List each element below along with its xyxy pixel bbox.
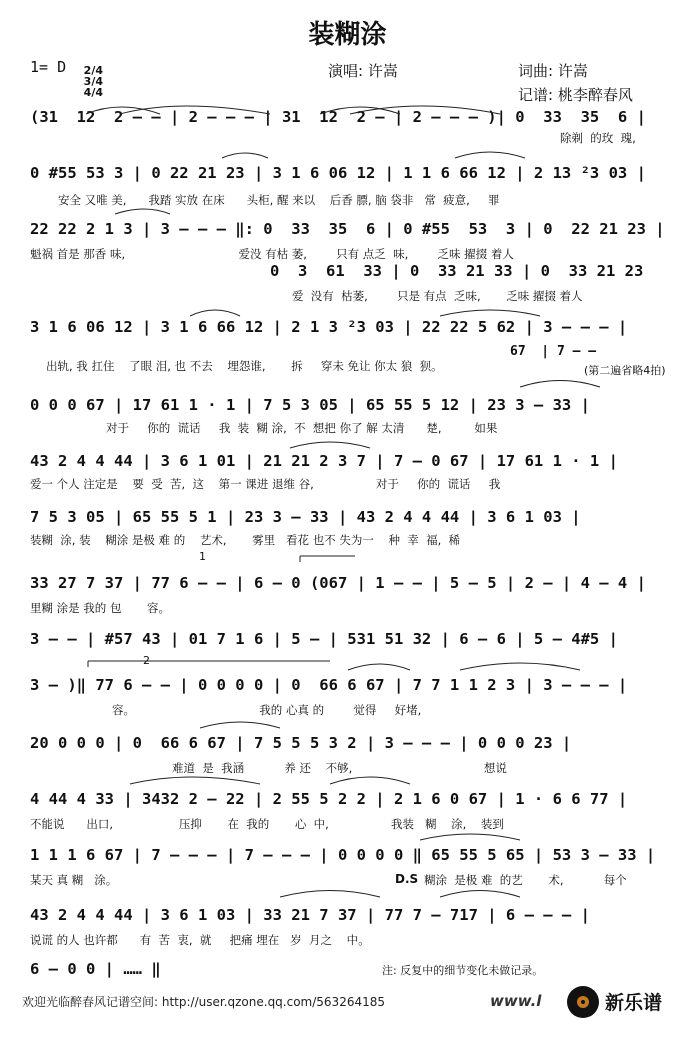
footer-link[interactable]: 欢迎光临醉春风记谱空间: http://user.qzone.qq.com/563264185 <box>22 995 386 1009</box>
slur-16 <box>280 891 380 898</box>
lyric-line-13: 不能说 出口, 压抑 在 我的 心 中, 我装 糊 涂, 装到 <box>30 817 504 831</box>
lyric-line-5: 出轨, 我 扛住 了眼 泪, 也 不去 埋怨谁, 拆 穿未 免让 你太 狼 狈。 <box>46 359 443 373</box>
notation-line-6: 0 0 0 67 | 17 61 1 · 1 | 7 5 3 05 | 65 55 5 12 | 23 3 – 33 | <box>30 396 590 414</box>
logo-text: 新乐谱 <box>605 992 663 1014</box>
slur-14 <box>330 777 410 784</box>
ds-label: D.S <box>395 872 419 886</box>
notation-line-11: 3 – )‖ 77 6 – – | 0 0 0 0 | 0 66 6 67 | 7 7 1 1 2 3 | 3 – – – | <box>30 676 628 694</box>
ds-lyrics: 糊涂 是极 难 的艺 术, 每个 <box>424 873 627 887</box>
lyric-line-15: 说谎 的人 也许都 有 苦 衷, 就 把痛 埋在 岁 月之 中。 <box>30 933 370 947</box>
volta-1-label: 1 <box>199 550 206 563</box>
lyric-line-2: 安全 又唯 美, 我踏 实放 在床 头柜, 醒 来以 后香 膘, 脑 袋非 常 疲意, 罪 <box>58 193 500 207</box>
slur-13 <box>130 777 260 784</box>
slur-17 <box>440 891 520 898</box>
lyric-line-12: 难道 是 我涵 养 还 不够, 想说 <box>172 761 507 775</box>
notation-line-2: 0 #55 53 3 | 0 22 21 23 | 3 1 6 06 12 | 1 1 6 66 12 | 2 13 ²3 03 | <box>30 164 646 182</box>
volta-bracket-1 <box>300 556 355 562</box>
notation-line-14: 1 1 1 6 67 | 7 – – – | 7 – – – | 0 0 0 0 ‖ 65 55 5 65 | 53 3 – 33 | <box>30 846 656 864</box>
singer-credit: 演唱: 许嵩 <box>328 62 398 80</box>
notation-line-4: 0 3 61 33 | 0 33 21 33 | 0 33 21 23 <box>270 262 644 280</box>
slur-11 <box>460 663 580 670</box>
lyric-line-14: 某天 真 糊 涂。 <box>30 873 118 887</box>
slur-10 <box>348 664 410 670</box>
notation-line-10: 3 – – | #57 43 | 01 7 1 6 | 5 – | 531 51 32 | 6 – 6 | 5 – 4#5 | <box>30 630 618 648</box>
transcriber-credit: 记谱: 桃李醉春风 <box>518 86 633 104</box>
volta-2-label: 2 <box>143 654 150 667</box>
time-signature-3: 4/4 <box>83 86 103 99</box>
lyric-line-6: 对于 你的 谎话 我 装 糊 涂, 不 想把 你了 解 太清 楚, 如果 <box>106 421 498 435</box>
slur-6 <box>190 310 240 316</box>
lyric-line-4: 爱 没有 枯萎, 只是 有点 乏味, 乏味 擢掇 着人 <box>292 289 583 303</box>
notation-line-12: 20 0 0 0 | 0 66 6 67 | 7 5 5 5 3 2 | 3 – – – | 0 0 0 23 | <box>30 734 572 752</box>
notation-line-5: 3 1 6 06 12 | 3 1 6 66 12 | 2 1 3 ²3 03 | 22 22 5 62 | 3 – – – | <box>30 318 628 336</box>
slur-3 <box>222 153 268 158</box>
footer-watermark: www.l <box>490 992 542 1010</box>
notation-line-7: 43 2 4 4 44 | 3 6 1 01 | 21 21 2 3 7 | 7 – 0 67 | 17 61 1 · 1 | <box>30 452 618 470</box>
slur-12 <box>200 722 280 728</box>
notation-line-15: 43 2 4 4 44 | 3 6 1 03 | 33 21 7 37 | 77 7 – 717 | 6 – – – | <box>30 906 590 924</box>
lyric-line-3: 魁祸 首是 那香 味, 爱没 有枯 萎, 只有 点乏 味, 乏味 擢掇 着人 <box>30 247 514 261</box>
slur-5 <box>115 209 170 214</box>
composer-credit: 词曲: 许嵩 <box>518 62 588 80</box>
slur-4 <box>455 152 525 158</box>
slur-15 <box>420 834 520 840</box>
notation-line-1: (31 12 2 – – | 2 – – – | 31 12 2 – | 2 – – – )| 0 33 35 6 | <box>30 108 646 126</box>
lyric-line-8: 装糊 涂, 装 糊涂 是极 难 的 艺术, 雾里 看花 也不 失为一 种 幸 福, 稀 <box>30 533 461 547</box>
repeat-note: (第二遍省略4拍) <box>584 364 666 377</box>
lyric-line-9: 里糊 涂是 我的 包 容。 <box>30 601 171 615</box>
footnote: 注: 反复中的细节变化未做记录。 <box>382 964 544 977</box>
slur-7 <box>440 310 540 316</box>
notation-line-3: 22 22 2 1 3 | 3 – – – ‖: 0 33 35 6 | 0 #55 53 3 | 0 22 21 23 | <box>30 220 665 238</box>
notation-line-13: 4 44 4 33 | 3432 2 – 22 | 2 55 5 2 2 | 2 1 6 0 67 | 1 · 6 6 77 | <box>30 790 628 808</box>
time-signature-1: 2/4 <box>83 64 103 77</box>
alternate-bar: 67 | 7 – – <box>510 344 597 359</box>
lyric-line-7: 爱一 个人 注定是 要 受 苦, 这 第一 课进 退维 谷, 对于 你的 谎话 我 <box>30 477 501 491</box>
notation-line-8: 7 5 3 05 | 65 55 5 1 | 23 3 – 33 | 43 2 4 4 44 | 3 6 1 03 | <box>30 508 581 526</box>
song-title: 装糊涂 <box>308 20 387 50</box>
slur-9 <box>290 442 370 448</box>
slur-8 <box>520 381 600 388</box>
tie-1 <box>120 106 270 114</box>
lyric-line-1: 除剃 的玫 瑰, <box>560 131 636 145</box>
key-signature: 1= D <box>30 58 67 76</box>
time-signature-2: 3/4 <box>83 75 103 88</box>
lyric-line-11: 容。 我的 心真 的 觉得 好堵, <box>112 703 422 717</box>
volta-bracket-2 <box>88 661 330 667</box>
notation-line-9: 33 27 7 37 | 77 6 – – | 6 – 0 (067 | 1 – – | 5 – 5 | 2 – | 4 – 4 | <box>30 574 646 592</box>
notation-line-16: 6 – 0 0 | …… ‖ <box>30 960 161 978</box>
